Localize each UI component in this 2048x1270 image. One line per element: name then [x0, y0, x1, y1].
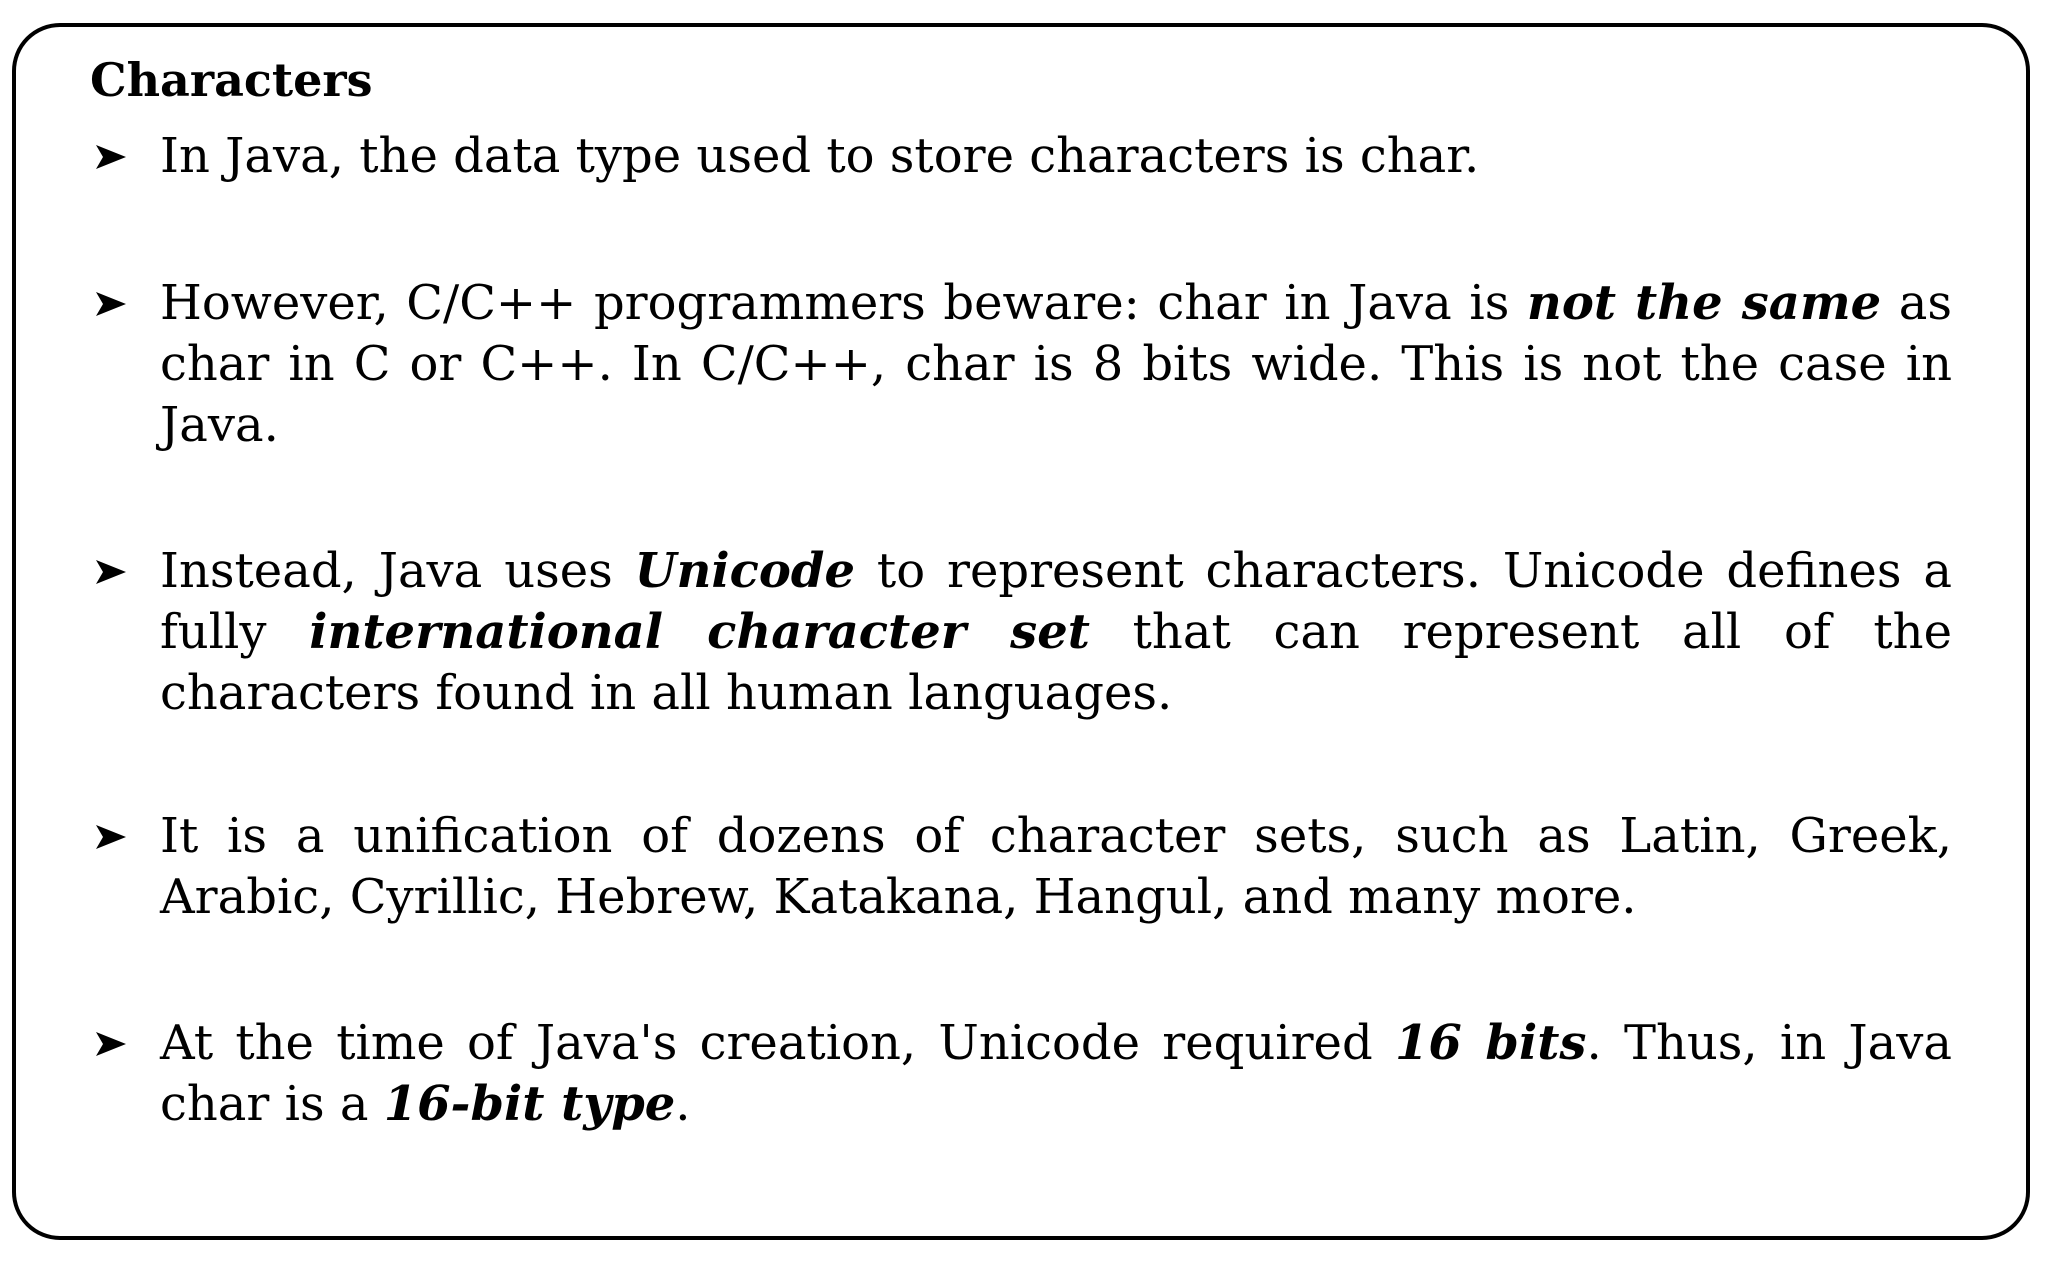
emphasized-text: not the same — [1526, 275, 1882, 331]
arrowhead-bullet-icon — [92, 541, 132, 602]
bullet-text: . — [675, 1076, 691, 1132]
bullet-text: In Java, the data type used to store characters is char. — [160, 128, 1480, 184]
bullet-text: However, C/C++ programmers beware: char in Java is — [160, 275, 1527, 331]
arrowhead-bullet-icon — [92, 1013, 132, 1074]
bullet-text: that can represent all of the characters found in all human languages. — [160, 604, 1952, 721]
bullet-text: At the time of Java's creation, Unicode required — [160, 1015, 1395, 1071]
bullet-item — [160, 126, 1952, 187]
emphasized-text: 16-bit type — [383, 1076, 676, 1132]
emphasized-text: 16 bits — [1394, 1015, 1587, 1071]
emphasized-text: international character set — [309, 604, 1090, 660]
bullet-text: as char in C or C++. In C/C++, char is 8 bits wide. This is not the case in Java. — [160, 275, 1952, 453]
arrowhead-bullet-icon — [92, 806, 132, 867]
bullet-text: Instead, Java uses — [160, 543, 635, 599]
bullet-text: . Thus, in Java char is a — [160, 1015, 1953, 1132]
bullet-item — [160, 806, 1952, 928]
emphasized-text: Unicode — [634, 543, 856, 599]
bullet-item — [160, 541, 1952, 724]
bullet-item — [160, 1013, 1952, 1135]
bullet-text: to represent characters. Unicode defines a fully — [160, 543, 1952, 660]
arrowhead-bullet-icon — [92, 273, 132, 334]
bullet-item — [160, 273, 1952, 456]
arrowhead-bullet-icon — [92, 126, 132, 187]
bullet-text: It is a unification of dozens of character sets, such as Latin, Greek, Arabic, Cyrillic, Hebrew, Katakana, Hangul, and many more. — [160, 808, 1952, 925]
section-heading: Characters — [90, 53, 373, 107]
